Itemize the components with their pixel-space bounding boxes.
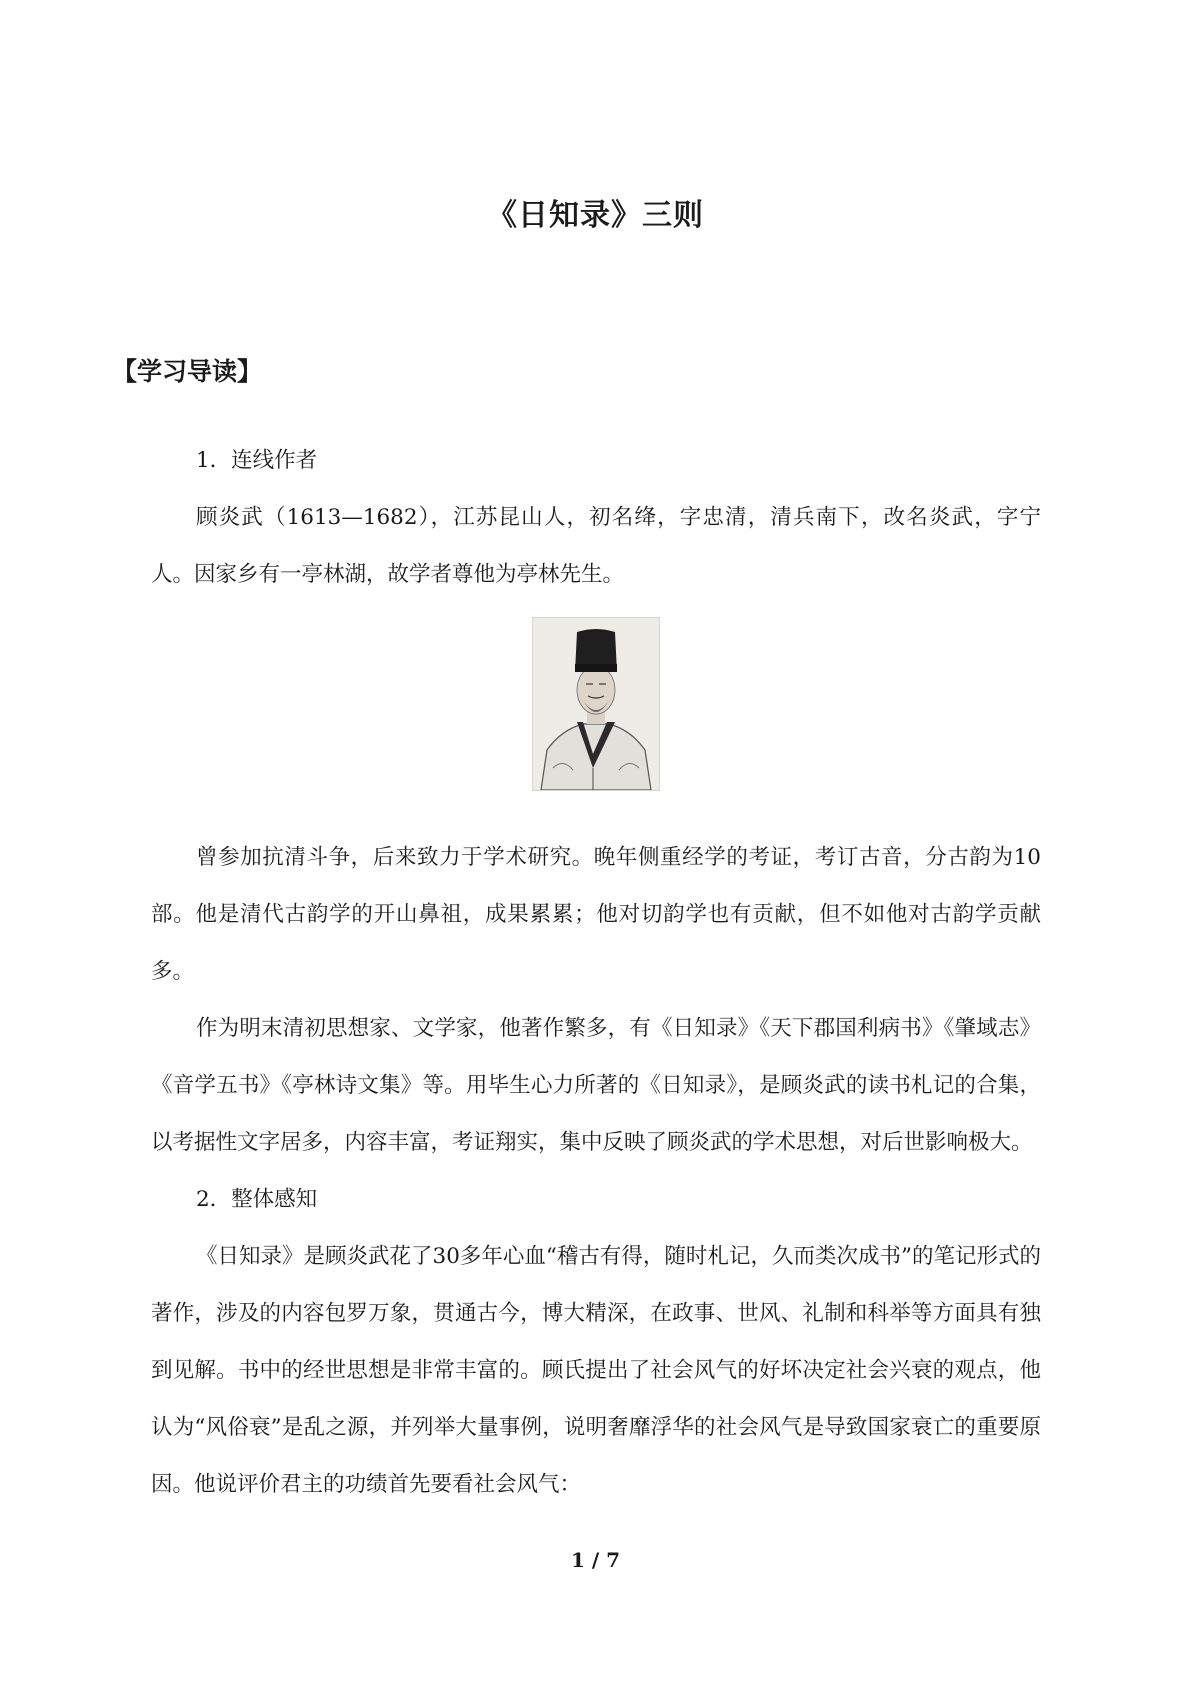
paragraph-overview: 《日知录》是顾炎武花了30多年心血“稽古有得，随时札记，久而类次成书”的笔记形式的著作，涉及的内容包罗万象，贯通古今，博大精深，在政事、世风、礼制和科举等方面具有独到见解。书中的经世思想是非常丰富的。顾氏提出了社会风气的好坏决定社会兴衰的观点，他认为“风俗衰”是乱之源，并列举大量事例，说明奢靡浮华的社会风气是导致国家衰亡的重要原因。他说评价君主的功绩首先要看社会风气： bbox=[151, 1244, 1041, 1497]
paragraph-author-intro: 顾炎武（1613—1682），江苏昆山人，初名绛，字忠清，清兵南下，改名炎武，字宁人。因家乡有一亭林湖，故学者尊他为亭林先生。 bbox=[151, 505, 1041, 587]
item-heading-overview: 2．整体感知 bbox=[196, 1187, 318, 1212]
paragraph-career: 曾参加抗清斗争，后来致力于学术研究。晚年侧重经学的考证，考订古音，分古韵为10部。他是清代古韵学的开山鼻祖，成果累累；他对切韵学也有贡献，但不如他对古韵学贡献多。 bbox=[151, 845, 1041, 984]
document-title: 《日知录》三则 bbox=[487, 198, 704, 233]
portrait-container bbox=[151, 617, 1041, 807]
item-heading-author: 1．连线作者 bbox=[196, 448, 318, 473]
paragraph-works: 作为明末清初思想家、文学家，他著作繁多，有《日知录》《天下郡国利病书》《肇域志》《音学五书》《亭林诗文集》等。用毕生心力所著的《日知录》，是顾炎武的读书札记的合集，以考据性文字居多，内容丰富，考证翔实，集中反映了顾炎武的学术思想，对后世影响极大。 bbox=[151, 1016, 1041, 1155]
portrait-image bbox=[532, 617, 660, 791]
page-number: 1 / 7 bbox=[570, 1548, 621, 1572]
document-body bbox=[151, 432, 1041, 1513]
section-heading: 【学习导读】 bbox=[112, 357, 263, 386]
